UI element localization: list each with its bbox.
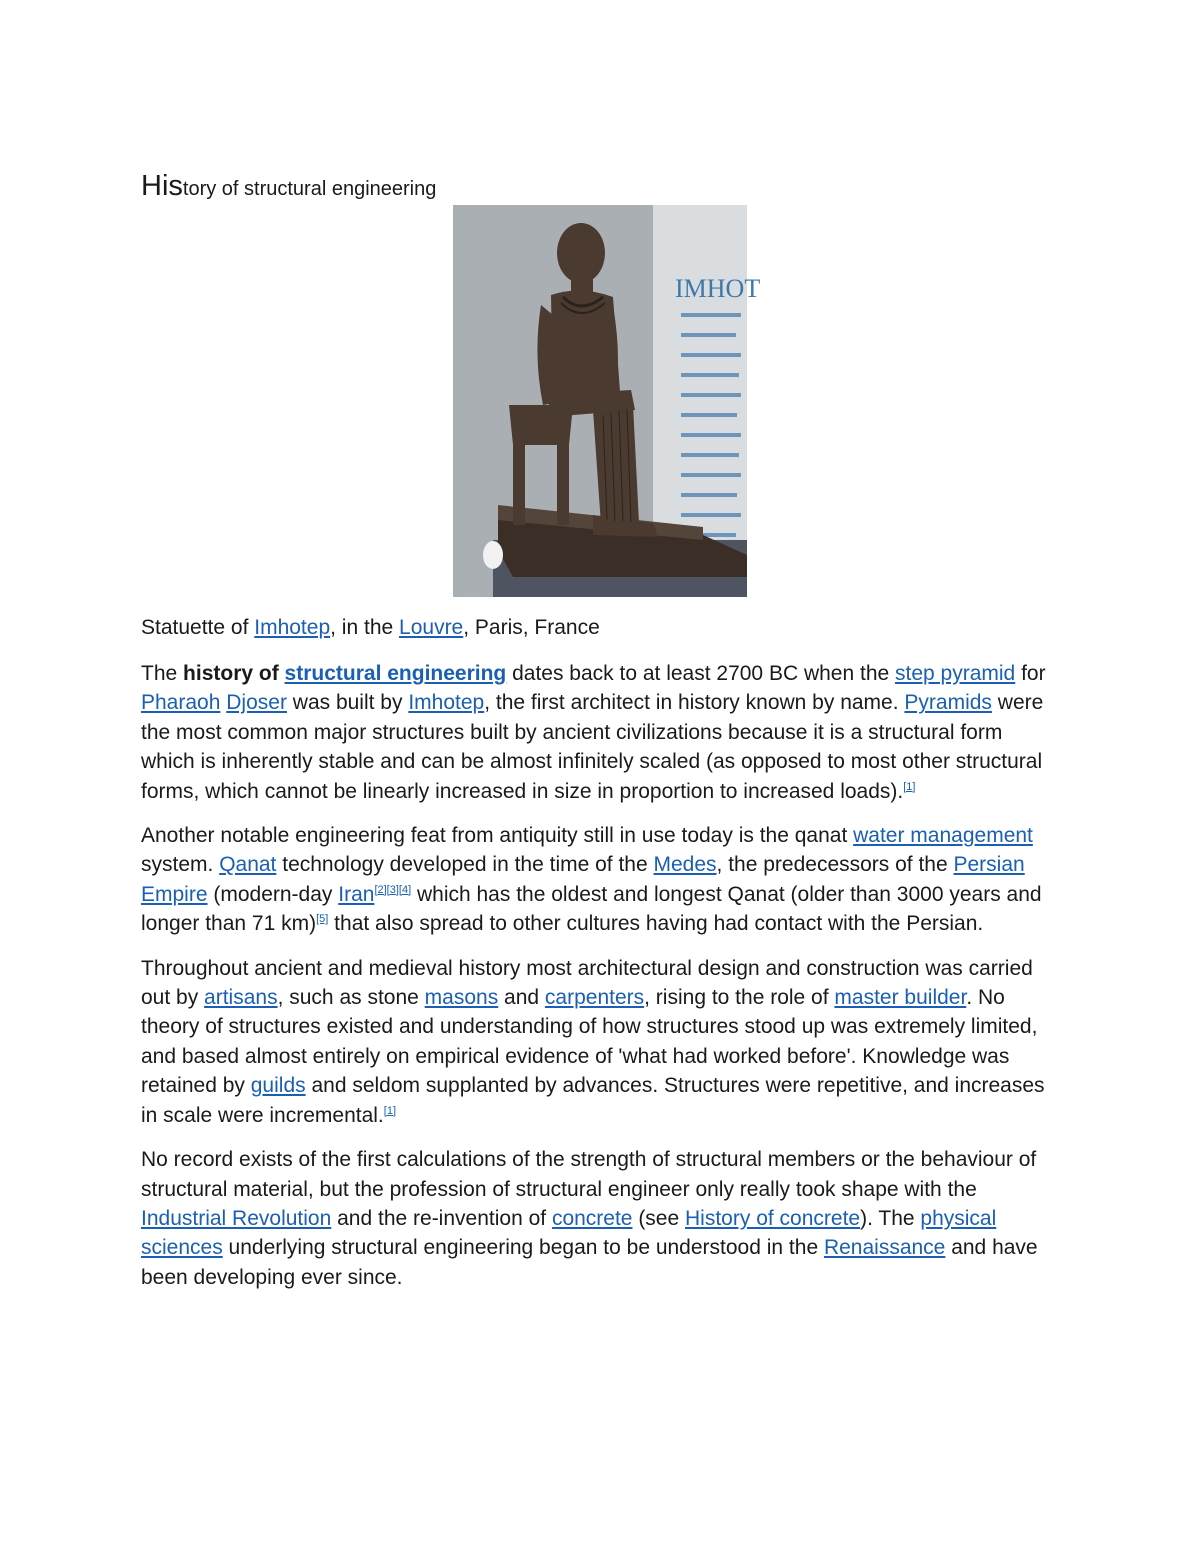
link-iran[interactable]: Iran xyxy=(338,882,375,906)
link-industrial-revolution[interactable]: Industrial Revolution xyxy=(141,1206,332,1230)
statuette-illustration xyxy=(453,205,761,597)
link-physical-sciences[interactable]: physical sciences xyxy=(141,1206,997,1260)
page-title xyxy=(141,166,436,203)
link-concrete[interactable]: concrete xyxy=(551,1206,633,1230)
sign-heading: IMHOT xyxy=(675,274,761,303)
link-water-management[interactable]: water management xyxy=(853,824,1033,848)
text: , such as stone xyxy=(277,986,425,1010)
text: and seldom supplanted by advances. Structures were repetitive, and increases in scale were incremental. xyxy=(141,1074,1045,1127)
text: was built by xyxy=(286,691,409,715)
reference-5[interactable]: [5] xyxy=(316,913,329,926)
imhotep-statuette-photo xyxy=(453,205,761,597)
paragraph-2 xyxy=(141,821,1061,939)
caption-text: Statuette of xyxy=(141,616,255,639)
reference-2[interactable]: [2] xyxy=(374,883,387,896)
text: and have been developing ever since. xyxy=(141,1236,1038,1289)
text: , rising to the role of xyxy=(644,986,835,1010)
reference-4[interactable]: [4] xyxy=(398,883,412,896)
caption-text: , Paris, France xyxy=(463,616,600,639)
link-djoser[interactable]: Djoser xyxy=(226,691,287,715)
bold-text: history of xyxy=(183,662,285,685)
text: were the most common major structures built by ancient civilizations because it is a structural form which is inherently stable and can be almost infinitely scaled (as opposed to most other structural forms, which cannot be linearly increased in size in proportion to increased loads). xyxy=(141,691,1044,803)
link-structural-engineering[interactable]: structural engineering xyxy=(284,662,507,685)
text: , the first architect in history known by name. xyxy=(484,691,905,715)
text: The xyxy=(141,662,184,685)
text: , the predecessors of the xyxy=(716,853,954,877)
link-masons[interactable]: masons xyxy=(424,986,499,1010)
text: No record exists of the first calculations of the strength of structural members or the behaviour of structural material, but the profession of structural engineer only really took shape with the xyxy=(141,1148,1037,1201)
text: Another notable engineering feat from antiquity still in use today is the qanat xyxy=(141,824,854,848)
link-imhotep[interactable]: Imhotep xyxy=(254,616,331,639)
link-medes[interactable]: Medes xyxy=(653,853,717,877)
text: for xyxy=(1015,662,1046,685)
title-first-part: His xyxy=(141,170,183,202)
text: (see xyxy=(632,1206,686,1230)
link-pyramids[interactable]: Pyramids xyxy=(904,691,992,715)
link-persian-empire[interactable]: Persian Empire xyxy=(141,853,1025,906)
article-body xyxy=(141,659,1061,1307)
text: Throughout ancient and medieval history most architectural design and construction was carried out by xyxy=(141,956,1033,1010)
link-history-of-concrete[interactable]: History of concrete xyxy=(685,1206,861,1230)
text: . No theory of structures existed and understanding of how structures stood up was extremely limited, and based almost entirely on empirical evidence of 'what had worked before'. Knowledge was retained by xyxy=(141,986,1038,1098)
reference-1[interactable]: [1] xyxy=(383,1104,397,1117)
link-artisans[interactable]: artisans xyxy=(204,986,278,1010)
link-qanat[interactable]: Qanat xyxy=(219,853,277,877)
text: which has the oldest and longest Qanat (older than 3000 years and longer than 71 km) xyxy=(141,882,1042,936)
text: underlying structural engineering began to be understood in the xyxy=(222,1236,824,1260)
paragraph-3 xyxy=(141,954,1061,1130)
caption-text: , in the xyxy=(330,616,400,639)
link-pharaoh[interactable]: Pharaoh xyxy=(141,691,221,715)
reference-1[interactable]: [1] xyxy=(903,780,916,793)
text: that also spread to other cultures having had contact with the Persian. xyxy=(328,912,984,936)
text: and xyxy=(498,986,545,1010)
text: (modern-day xyxy=(207,882,339,906)
link-renaissance[interactable]: Renaissance xyxy=(823,1236,946,1260)
text: and the re-invention of xyxy=(331,1206,552,1230)
title-second-part: tory of structural engineering xyxy=(182,178,437,200)
paragraph-4 xyxy=(141,1145,1061,1292)
text: ). The xyxy=(860,1206,921,1230)
image-caption xyxy=(141,616,600,640)
text: dates back to at least 2700 BC when the xyxy=(506,662,896,685)
link-master-builder[interactable]: master builder xyxy=(834,986,967,1010)
reference-3[interactable]: [3] xyxy=(386,883,399,896)
text: system. xyxy=(141,853,220,877)
link-imhotep[interactable]: Imhotep xyxy=(408,691,485,715)
link-guilds[interactable]: guilds xyxy=(250,1074,306,1098)
text: technology developed in the time of the xyxy=(276,853,654,877)
link-carpenters[interactable]: carpenters xyxy=(544,986,645,1010)
link-louvre[interactable]: Louvre xyxy=(399,616,464,639)
paragraph-1 xyxy=(141,659,1061,806)
link-step-pyramid[interactable]: step pyramid xyxy=(895,662,1016,685)
